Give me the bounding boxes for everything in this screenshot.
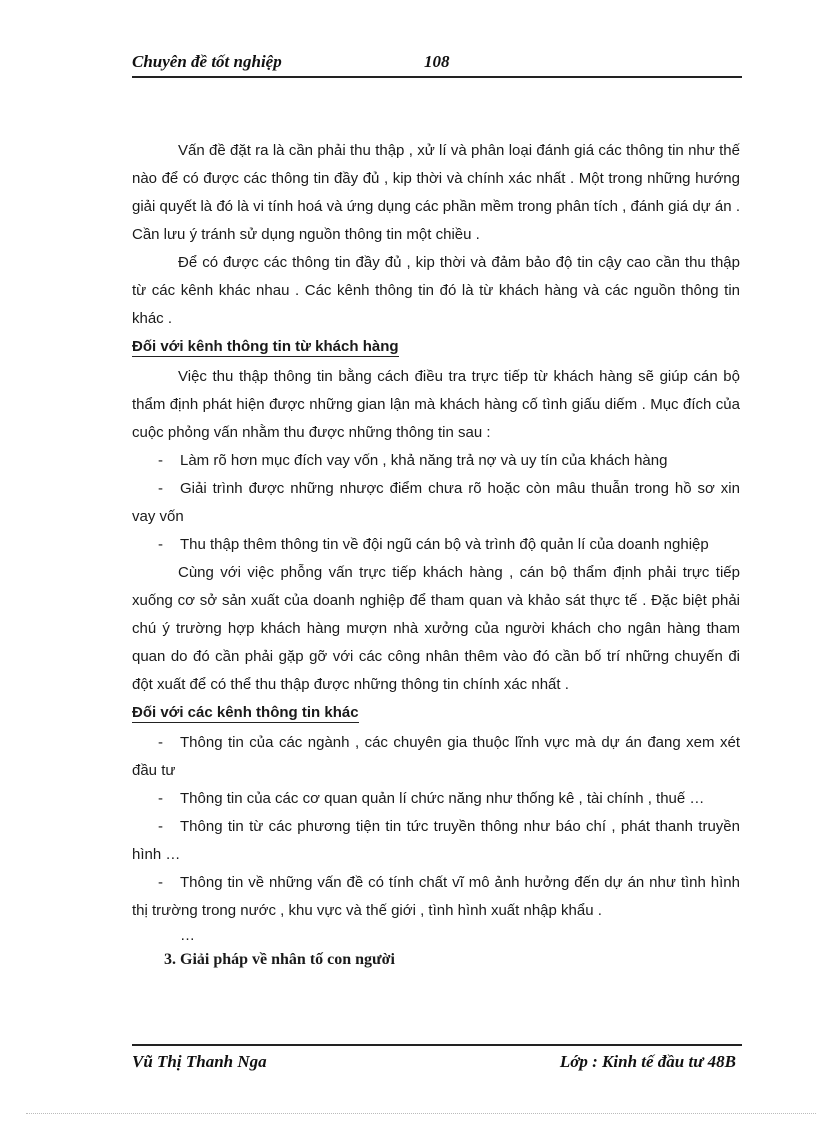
section-3-title: 3. Giải pháp về nhân tố con người [164, 951, 395, 968]
customer-intro: Việc thu thập thông tin bằng cách điều tra trực tiếp từ khách hàng sẽ giúp cán bộ thẩm định phát hiện được những gian lận mà khách hàng cố tình giấu diếm . Mục đích của cuộc phỏng vấn nhằm thu được những thông tin sau : [132, 368, 740, 441]
list-item-text: Làm rõ hơn mục đích vay vốn , khả năng trả nợ và uy tín của khách hàng [180, 452, 668, 469]
list-item-text: Thông tin về những vấn đề có tính chất vĩ mô ảnh hưởng đến dự án như tình hình thị trường trong nước , khu vực và thế giới , tình hình xuất nhập khẩu . [132, 874, 740, 919]
list-item [132, 531, 740, 559]
list-ellipsis: … [180, 927, 195, 944]
page-body [132, 137, 740, 973]
page-number: 108 [424, 52, 450, 71]
list-item-text: Thông tin của các cơ quan quản lí chức năng như thống kê , tài chính , thuế … [180, 790, 705, 807]
dash-bullet: - [158, 536, 163, 553]
footer-author: Vũ Thị Thanh Nga [132, 1052, 267, 1071]
list-item [132, 475, 740, 531]
list-item [132, 729, 740, 785]
list-item-text: Thông tin của các ngành , các chuyên gia thuộc lĩnh vực mà dự án đang xem xét đầu tư [132, 734, 740, 779]
customer-closing: Cùng với việc phỗng vấn trực tiếp khách hàng , cán bộ thẩm định phải trực tiếp xuống cơ sở sản xuất của doanh nghiệp để tham quan và khảo sát thực tế . Đặc biệt phải chú ý trường hợp khách hàng mượn nhà xưởng của người khách cho ngân hàng tham quan do đó cần phải gặp gỡ với các công nhân thêm vào đó cần bố trí những chuyến đi đột xuất để có thể thu thập được những thông tin chính xác nhất . [132, 564, 740, 693]
list-item [132, 785, 740, 813]
list-item [132, 813, 740, 869]
paragraph-1: Vấn đề đặt ra là cần phải thu thập , xử lí và phân loại đánh giá các thông tin như thế nào để có được các thông tin đầy đủ , kip thời và chính xác nhất . Một trong những hướng giải quyết là đó là vi tính hoá và ứng dụng các phần mềm trong phân tích , đánh giá dự án . Cần lưu ý tránh sử dụng nguồn thông tin một chiều . [132, 142, 740, 243]
dash-bullet: - [158, 452, 163, 469]
paragraph-2: Để có được các thông tin đầy đủ , kip thời và đảm bảo độ tin cậy cao cần thu thập từ các kênh khác nhau . Các kênh thông tin đó là từ khách hàng và các nguồn thông tin khác . [132, 254, 740, 327]
list-item [132, 869, 740, 925]
list-item [132, 447, 740, 475]
dash-bullet: - [158, 818, 163, 835]
list-item-text: Thu thập thêm thông tin về đội ngũ cán bộ và trình độ quản lí của doanh nghiệp [180, 536, 709, 553]
dash-bullet: - [158, 480, 163, 497]
document-title: Chuyên đề tốt nghiệp [132, 52, 282, 71]
heading-other-channels: Đối với các kênh thông tin khác [132, 704, 359, 721]
list-item-text: Giải trình được những nhược điểm chưa rõ hoặc còn mâu thuẫn trong hồ sơ xin vay vốn [132, 480, 740, 525]
footer-class: Lớp : Kinh tế đầu tư 48B [559, 1052, 736, 1071]
heading-customer-channel: Đối với kênh thông tin từ khách hàng [132, 338, 399, 355]
page-edge-divider [26, 1113, 816, 1114]
list-item-text: Thông tin từ các phương tiện tin tức truyền thông như báo chí , phát thanh truyền hình … [132, 818, 740, 863]
page-footer [132, 1044, 742, 1076]
dash-bullet: - [158, 874, 163, 891]
dash-bullet: - [158, 790, 163, 807]
page-header [132, 52, 742, 78]
dash-bullet: - [158, 734, 163, 751]
